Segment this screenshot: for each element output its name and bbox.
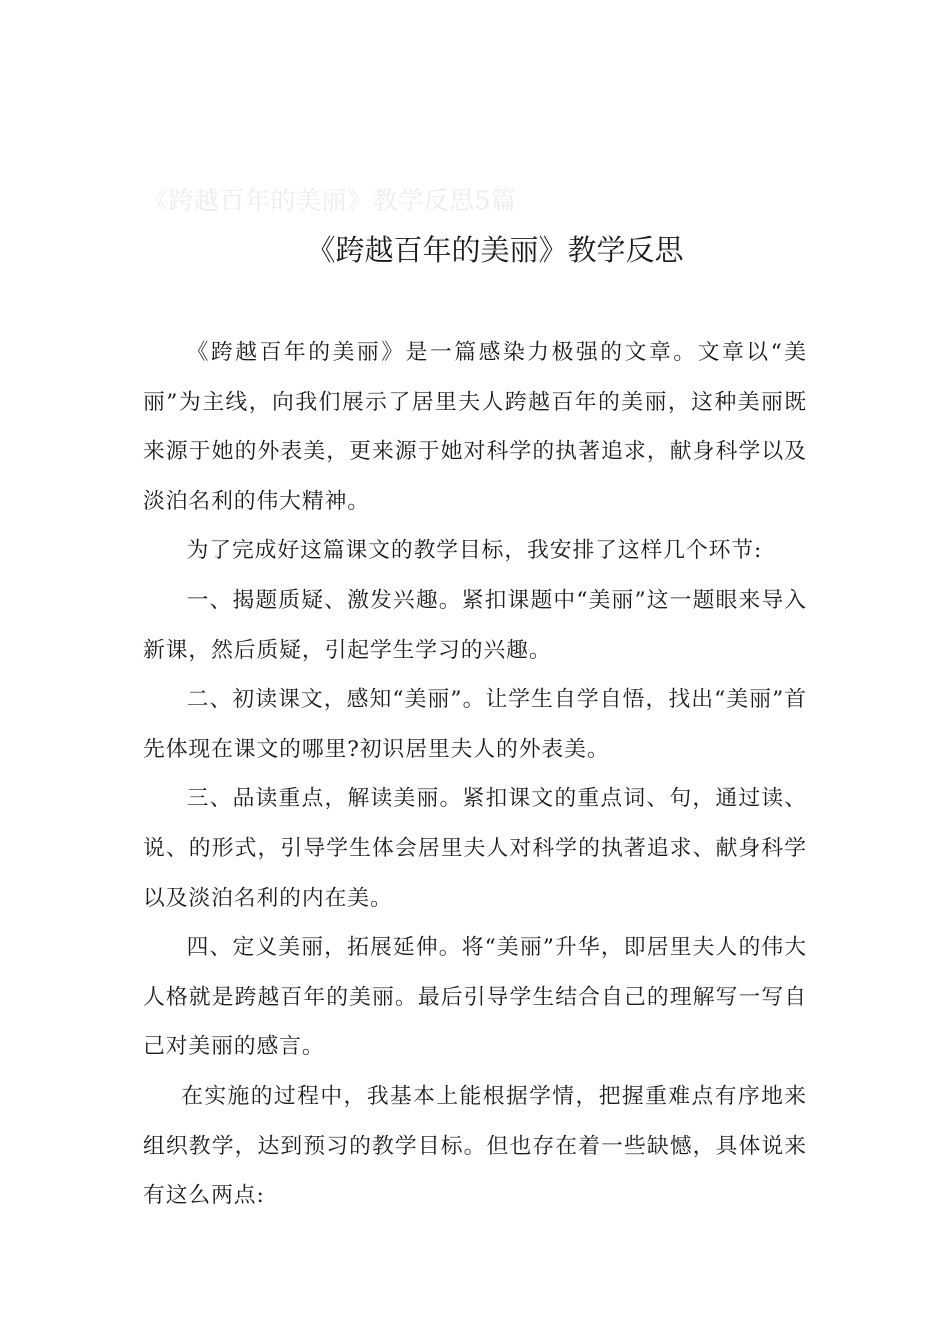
- paragraph-step-2: 二、初读课文，感知“美丽”。让学生自学自悟，找出“美丽”首先体现在课文的哪里?初识居里夫人的外表美。: [143, 687, 807, 762]
- paragraph-plan: 为了完成好这篇课文的教学目标，我安排了这样几个环节:: [186, 538, 763, 564]
- paragraph-intro: 《跨越百年的美丽》是一篇感染力极强的文章。文章以“美丽”为主线，向我们展示了居里夫人跨越百年的美丽，这种美丽既来源于她的外表美，更来源于她对科学的执著追求，献身科学以及淡泊名利的伟大精神。: [143, 340, 807, 514]
- paragraph-reflection: 在实施的过程中，我基本上能根据学情，把握重难点有序地来组织教学，达到预习的教学目标。但也存在着一些缺憾，具体说来有这么两点:: [143, 1083, 807, 1209]
- paragraph-step-1: 一、揭题质疑、激发兴趣。紧扣课题中“美丽”这一题眼来导入新课，然后质疑，引起学生学习的兴趣。: [143, 587, 807, 663]
- page-title: 《跨越百年的美丽》教学反思: [306, 233, 684, 267]
- watermark-title: 《跨越百年的美丽》教学反思5篇: [143, 186, 517, 215]
- paragraph-step-4: 四、定义美丽，拓展延伸。将“美丽”升华，即居里夫人的伟大人格就是跨越百年的美丽。最后引导学生结合自己的理解写一写自己对美丽的感言。: [143, 935, 807, 1060]
- paragraph-step-3: 三、品读重点，解读美丽。紧扣课文的重点词、句，通过读、说、的形式，引导学生体会居里夫人对科学的执著追求、献身科学以及淡泊名利的内在美。: [143, 786, 807, 911]
- document-body: [143, 328, 807, 1221]
